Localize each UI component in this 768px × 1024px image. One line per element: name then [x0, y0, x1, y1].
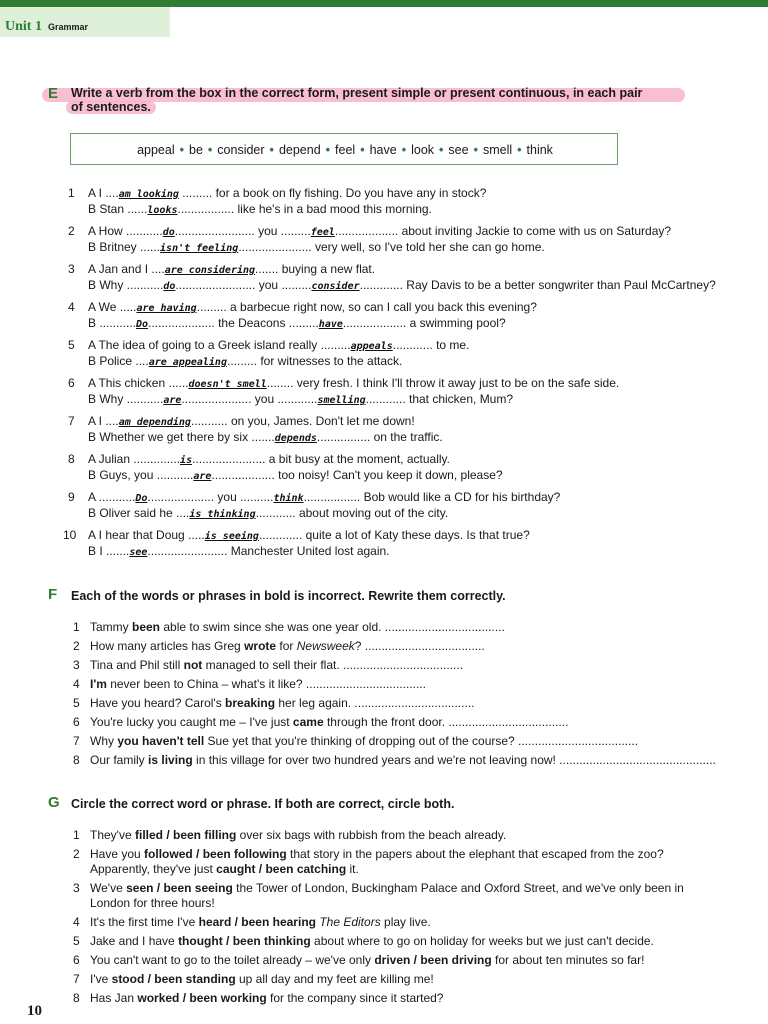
section-label: Grammar — [48, 22, 89, 32]
g-sentence — [90, 934, 654, 948]
g-sentence — [90, 881, 684, 895]
section-e-instruction-line-1: Write a verb from the box in the correct form, present simple or present continuous, in each pair — [71, 86, 643, 100]
sentence-a — [88, 414, 415, 428]
italic-title: The Editors — [319, 915, 381, 929]
item-number: 6 — [73, 953, 80, 967]
handwritten-answer: appeals — [350, 341, 393, 352]
item-number: 3 — [73, 881, 80, 895]
item-number: 4 — [73, 915, 80, 929]
item-number: 3 — [73, 658, 80, 672]
verb-word: think — [526, 143, 553, 157]
bold-phrase: not — [183, 658, 203, 672]
bullet-dot: • — [207, 143, 213, 157]
text-run: London for three hours! — [90, 896, 215, 910]
g-sentence — [90, 915, 431, 929]
verb-box-words — [71, 143, 619, 157]
bold-phrase: breaking — [225, 696, 276, 710]
text-run: ........... on you, James. Don't let me down! — [190, 414, 415, 428]
item-number: 8 — [68, 452, 75, 466]
sentence-b — [88, 202, 432, 216]
text-run: B Why ........... — [88, 278, 164, 292]
verb-box — [70, 133, 618, 165]
item-number: 5 — [73, 696, 80, 710]
text-run: A The idea of going to a Greek island really ......... — [88, 338, 351, 352]
text-run: ...................... very well, so I've told her she can go home. — [238, 240, 545, 254]
text-run: ........................ you ......... — [174, 224, 311, 238]
text-run: ........................ you ......... — [175, 278, 312, 292]
f-sentence — [90, 715, 568, 729]
text-run: play live. — [380, 915, 431, 929]
text-run: ......... for a book on fly fishing. Do you have any in stock? — [178, 186, 487, 200]
bold-phrase: worked / been working — [137, 991, 267, 1005]
item-number: 7 — [73, 972, 80, 986]
text-run: in this village for over two hundred years and we're not leaving now! ............................................... — [192, 753, 716, 767]
verb-word: smell — [482, 143, 513, 157]
handwritten-answer: is — [180, 455, 193, 466]
item-number: 7 — [68, 414, 75, 428]
sentence-b — [88, 392, 513, 406]
text-run: it. — [346, 862, 359, 876]
handwritten-answer: are having — [136, 303, 197, 314]
g-sentence — [90, 828, 506, 842]
f-sentence — [90, 639, 485, 653]
item-number: 6 — [68, 376, 75, 390]
handwritten-answer: are — [163, 395, 182, 406]
handwritten-answer: am looking — [118, 189, 179, 200]
f-sentence — [90, 734, 638, 748]
bold-phrase: thought / been thinking — [178, 934, 311, 948]
handwritten-answer: are appealing — [148, 357, 227, 368]
text-run: B ........... — [88, 316, 137, 330]
bullet-dot: • — [401, 143, 407, 157]
text-run: her leg again. .................................... — [275, 696, 475, 710]
item-number: 2 — [73, 847, 80, 861]
handwritten-answer: is seeing — [204, 531, 259, 542]
text-run: .................... you .......... — [147, 490, 274, 504]
sentence-a — [88, 186, 486, 200]
text-run: ............ to me. — [392, 338, 470, 352]
handwritten-answer: consider — [311, 281, 360, 292]
text-run: ................... about inviting Jackie to come with us on Saturday? — [334, 224, 672, 238]
text-run: Sue yet that you're thinking of dropping out of the course? .................................... — [204, 734, 639, 748]
item-number: 2 — [68, 224, 75, 238]
bold-phrase: came — [292, 715, 324, 729]
text-run: B Stan ...... — [88, 202, 148, 216]
item-number: 1 — [68, 186, 75, 200]
text-run: never been to China – what's it like? .................................... — [106, 677, 426, 691]
sentence-a — [88, 338, 469, 352]
text-run: for about ten minutes so far! — [491, 953, 645, 967]
text-run: over six bags with rubbish from the beach already. — [236, 828, 507, 842]
text-run: Why — [90, 734, 118, 748]
handwritten-answer: am depending — [118, 417, 191, 428]
text-run: B Guys, you ........... — [88, 468, 194, 482]
handwritten-answer: think — [273, 493, 304, 504]
g-sentence — [90, 991, 443, 1005]
text-run: that story in the papers about the elephant that escaped from the zoo? — [286, 847, 664, 861]
text-run: able to swim since she was one year old. .................................... — [160, 620, 505, 634]
handwritten-answer: is thinking — [189, 509, 256, 520]
sentence-a — [88, 376, 619, 390]
page-number: 10 — [27, 1003, 42, 1019]
bold-phrase: stood / been standing — [111, 972, 236, 986]
sentence-b — [88, 316, 506, 330]
item-number: 7 — [73, 734, 80, 748]
text-run: the Tower of London, Buckingham Palace and Oxford Street, and we've only been in — [232, 881, 684, 895]
text-run: ...................... a bit busy at the moment, actually. — [192, 452, 450, 466]
handwritten-answer: doesn't smell — [188, 379, 267, 390]
sentence-a — [88, 528, 530, 542]
text-run: A Jan and I .... — [88, 262, 165, 276]
sentence-b — [88, 468, 503, 482]
bold-phrase: caught / been catching — [216, 862, 347, 876]
item-number: 8 — [73, 991, 80, 1005]
handwritten-answer: are — [193, 471, 212, 482]
text-run: ................. like he's in a bad mood this morning. — [177, 202, 432, 216]
bold-phrase: is living — [148, 753, 193, 767]
text-run: ........................ Manchester United lost again. — [147, 544, 390, 558]
text-run: ....... buying a new flat. — [255, 262, 376, 276]
verb-word: look — [411, 143, 435, 157]
text-run: B Britney ...... — [88, 240, 161, 254]
text-run: A I .... — [88, 414, 119, 428]
text-run: A I hear that Doug ..... — [88, 528, 205, 542]
f-sentence — [90, 658, 463, 672]
text-run: managed to sell their flat. .................................... — [202, 658, 464, 672]
text-run: ? .................................... — [354, 639, 485, 653]
handwritten-answer: are considering — [164, 265, 256, 276]
text-run: Tammy — [90, 620, 132, 634]
text-run: Have you heard? Carol's — [90, 696, 226, 710]
text-run: .................... the Deacons ......... — [148, 316, 319, 330]
text-run: A How ........... — [88, 224, 163, 238]
item-number: 10 — [63, 528, 77, 542]
g-sentence — [90, 953, 644, 967]
handwritten-answer: depends — [274, 433, 317, 444]
item-number: 8 — [73, 753, 80, 767]
handwritten-answer: Do — [136, 319, 149, 330]
text-run: ......... a barbecue right now, so can I call you back this evening? — [196, 300, 537, 314]
sentence-b — [88, 240, 545, 254]
item-number: 4 — [73, 677, 80, 691]
bold-phrase: I'm — [90, 677, 107, 691]
handwritten-answer: Do — [135, 493, 148, 504]
text-run: about where to go on holiday for weeks but we just can't decide. — [310, 934, 654, 948]
text-run: Jake and I have — [90, 934, 179, 948]
handwritten-answer: feel — [310, 227, 335, 238]
bullet-dot: • — [517, 143, 522, 157]
text-run: B Police .... — [88, 354, 149, 368]
section-f-letter: F — [48, 586, 58, 603]
text-run: Have you — [90, 847, 145, 861]
section-f-instruction: Each of the words or phrases in bold is incorrect. Rewrite them correctly. — [71, 589, 506, 603]
text-run: ................... too noisy! Can't you keep it down, please? — [211, 468, 503, 482]
handwritten-answer: looks — [147, 205, 178, 216]
text-run: You're lucky you caught me – I've just — [90, 715, 293, 729]
text-run: Tina and Phil still — [90, 658, 184, 672]
text-run: A We ..... — [88, 300, 137, 314]
item-number: 5 — [68, 338, 75, 352]
verb-word: appeal — [137, 143, 175, 157]
text-run: ......... for witnesses to the attack. — [226, 354, 403, 368]
bold-phrase: been — [132, 620, 161, 634]
section-e-instruction-line-2: of sentences. — [71, 100, 151, 114]
sentence-a — [88, 490, 560, 504]
handwritten-answer: see — [129, 547, 148, 558]
bold-phrase: driven / been driving — [374, 953, 492, 967]
section-g-instruction: Circle the correct word or phrase. If both are correct, circle both. — [71, 797, 455, 811]
handwritten-answer: isn't feeling — [160, 243, 239, 254]
text-run: for — [276, 639, 297, 653]
text-run: It's the first time I've — [90, 915, 199, 929]
item-number: 1 — [73, 620, 80, 634]
italic-title: Newsweek — [296, 639, 355, 653]
verb-word: consider — [217, 143, 265, 157]
text-run: ..................... you ............ — [181, 392, 318, 406]
text-run: B Why ........... — [88, 392, 164, 406]
item-number: 1 — [73, 828, 80, 842]
bullet-dot: • — [179, 143, 184, 157]
bold-phrase: you haven't tell — [117, 734, 205, 748]
handwritten-answer: have — [318, 319, 343, 330]
bold-phrase: filled / been filling — [134, 828, 237, 842]
text-run: We've — [90, 881, 127, 895]
text-run: through the front door. .................................... — [323, 715, 569, 729]
item-number: 9 — [68, 490, 75, 504]
sentence-b — [88, 544, 390, 558]
sentence-a — [88, 224, 671, 238]
unit-label: Unit 1 — [5, 19, 42, 34]
verb-word: have — [369, 143, 397, 157]
f-sentence — [90, 696, 474, 710]
bullet-dot: • — [473, 143, 478, 157]
bullet-dot: • — [325, 143, 331, 157]
text-run: B Whether we get there by six ....... — [88, 430, 275, 444]
f-sentence — [90, 677, 426, 691]
handwritten-answer: do — [162, 227, 175, 238]
sentence-b — [88, 506, 448, 520]
verb-word: feel — [335, 143, 356, 157]
text-run: B Oliver said he .... — [88, 506, 190, 520]
text-run: You can't want to go to the toilet already – we've only — [90, 953, 375, 967]
text-run: ............. Ray Davis to be a better songwriter than Paul McCartney? — [359, 278, 716, 292]
text-run: A Julian .............. — [88, 452, 181, 466]
text-run: A I .... — [88, 186, 119, 200]
text-run: Our family — [90, 753, 149, 767]
handwritten-answer: smelling — [317, 395, 366, 406]
item-number: 4 — [68, 300, 75, 314]
f-sentence — [90, 620, 505, 634]
bullet-dot: • — [439, 143, 444, 157]
verb-word: be — [189, 143, 203, 157]
sentence-b — [88, 430, 443, 444]
item-number: 6 — [73, 715, 80, 729]
g-sentence — [90, 862, 359, 876]
verb-word: depend — [278, 143, 321, 157]
f-sentence — [90, 753, 716, 767]
sentence-b — [88, 354, 402, 368]
handwritten-answer: do — [163, 281, 176, 292]
item-number: 5 — [73, 934, 80, 948]
text-run: ............ that chicken, Mum? — [365, 392, 514, 406]
sentence-a — [88, 452, 450, 466]
text-run: ............ about moving out of the city. — [255, 506, 449, 520]
text-run: Apparently, they've just — [90, 862, 217, 876]
text-run: ................ on the traffic. — [316, 430, 443, 444]
text-run: How many articles has Greg — [90, 639, 245, 653]
top-color-bar — [0, 0, 768, 7]
section-e-letter: E — [48, 85, 59, 102]
text-run: up all day and my feet are killing me! — [235, 972, 434, 986]
verb-word: see — [448, 143, 469, 157]
text-run: Has Jan — [90, 991, 138, 1005]
text-run: ............. quite a lot of Katy these days. Is that true? — [258, 528, 530, 542]
bullet-dot: • — [269, 143, 274, 157]
sentence-b — [88, 278, 716, 292]
bold-phrase: followed / been following — [144, 847, 287, 861]
g-sentence — [90, 847, 664, 861]
text-run: A ........... — [88, 490, 136, 504]
bold-phrase: wrote — [244, 639, 277, 653]
bullet-dot: • — [360, 143, 365, 157]
g-sentence — [90, 972, 434, 986]
bold-phrase: heard / been hearing — [198, 915, 316, 929]
text-run: I've — [90, 972, 112, 986]
text-run: They've — [90, 828, 135, 842]
section-g-letter: G — [48, 794, 60, 811]
text-run: A This chicken ...... — [88, 376, 189, 390]
sentence-a — [88, 300, 537, 314]
text-run: ................... a swimming pool? — [342, 316, 506, 330]
item-number: 2 — [73, 639, 80, 653]
text-run: B I ....... — [88, 544, 130, 558]
text-run: for the company since it started? — [266, 991, 444, 1005]
text-run: ................. Bob would like a CD for his birthday? — [303, 490, 561, 504]
item-number: 3 — [68, 262, 75, 276]
sentence-a — [88, 262, 375, 276]
g-sentence — [90, 896, 215, 910]
text-run: ........ very fresh. I think I'll throw it away just to be on the safe side. — [266, 376, 620, 390]
bold-phrase: seen / been seeing — [126, 881, 233, 895]
